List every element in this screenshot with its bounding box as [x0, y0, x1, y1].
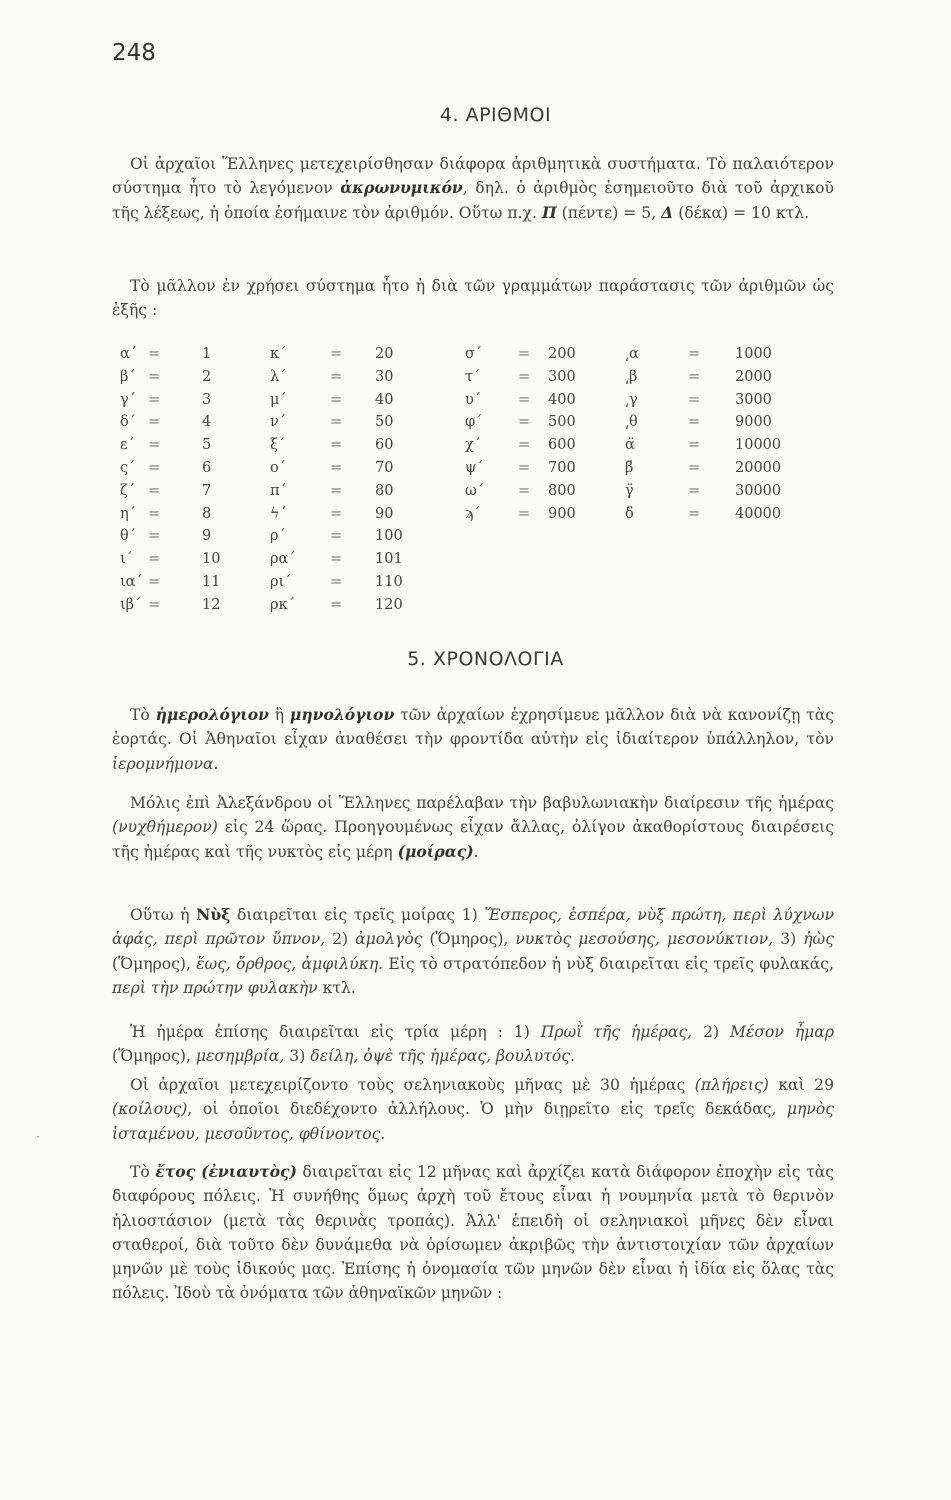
numeral-value: 7 — [202, 482, 212, 499]
greek-numeral: α̈ — [625, 437, 635, 454]
equals-sign: = — [688, 346, 701, 362]
numeral-value: 6 — [202, 460, 212, 476]
greek-numeral: φ´ — [465, 414, 483, 431]
equals-sign: = — [330, 574, 343, 590]
equals-sign: = — [148, 574, 161, 590]
emphasis-term: ἠὼς — [803, 930, 834, 949]
greek-numeral: σ´ — [465, 346, 483, 362]
greek-numeral: α´ — [120, 346, 138, 362]
emphasis-term: μηνὸς ἱσταμένου, μεσοῦντος, φθίνοντος. — [112, 1100, 834, 1143]
emphasis-term: Πρωῒ τῆς ἡμέρας, — [540, 1023, 693, 1041]
greek-numeral: ϟ´ — [270, 505, 287, 522]
emphasis-term: ἱερομνήμονα — [112, 754, 214, 773]
numeral-value: 90 — [375, 505, 394, 522]
numeral-value: 40000 — [735, 505, 782, 522]
text-span: 2) — [325, 930, 356, 949]
text-span: (Ὅμηρος), — [422, 930, 516, 949]
numeral-value: 3000 — [735, 391, 772, 408]
equals-sign: = — [688, 368, 701, 385]
equals-sign: = — [330, 391, 343, 408]
paragraph-numbers-intro — [112, 152, 834, 225]
equals-sign: = — [148, 391, 161, 408]
greek-numeral: ρι´ — [270, 574, 292, 590]
numeral-value: 1000 — [735, 346, 772, 362]
text-span: Οἱ ἀρχαῖοι Ἕλληνες μετεχειρίσθησαν διάφορα ἀριθμητικὰ συστήματα. Τὸ παλαιότερον σύστημα ἦτο τὸ λεγόμενον — [112, 155, 834, 198]
text-span: καὶ 29 — [768, 1076, 834, 1094]
section-title-chronology: 5. ΧΡΟΝΟΛΟΓΙΑ — [407, 648, 564, 670]
numeral-value: 20 — [375, 346, 394, 362]
equals-sign: = — [688, 391, 701, 408]
greek-numeral: ρα´ — [270, 551, 296, 568]
equals-sign: = — [148, 482, 161, 499]
numeral-value: 110 — [375, 574, 403, 590]
numeral-value: 9 — [202, 528, 212, 545]
emphasis-term: (νυχθήμερον) — [112, 818, 218, 837]
equals-sign: = — [330, 346, 343, 362]
text-span: (Ὅμηρος), — [112, 954, 197, 973]
text-span: . — [213, 754, 219, 773]
text-span: , οἱ ὁποῖοι διεδέχοντο ἀλλήλους. Ὁ μὴν διῃρεῖτο εἰς τρεῖς δεκάδας, — [187, 1100, 787, 1119]
greek-numeral: δ´ — [120, 414, 136, 431]
numeral-value: 2 — [202, 368, 212, 385]
equals-sign: = — [148, 437, 161, 454]
greek-numeral: β´ — [120, 368, 136, 385]
emphasis-term: Π — [541, 202, 557, 222]
equals-sign: = — [518, 414, 531, 431]
emphasis-term: νυκτὸς μεσούσης, μεσονύκτιον, — [515, 930, 774, 949]
emphasis-term: ἔτος (ἐνιαυτὸς) — [155, 1162, 297, 1181]
numeral-value: 100 — [375, 528, 403, 545]
emphasis-term: (μοίρας) — [397, 841, 474, 861]
text-span: Μόλις ἐπὶ Ἀλεξάνδρου οἱ Ἕλληνες παρέλαβαν τὴν βαβυλωνιακὴν διαίρεσιν τῆς ἡμέρας — [130, 794, 834, 812]
numeral-value: 800 — [548, 482, 576, 499]
numeral-value: 3 — [202, 391, 212, 408]
equals-sign: = — [330, 596, 343, 613]
text-span: τῶν ἀρχαίων ἐχρησίμευε μᾶλλον διὰ νὰ κανονίζῃ τὰς ἑορτάς. Οἱ Ἀθηναῖοι εἶχαν ἀναθέσει τὴν φροντίδα αὐτὴν εἰς ἰδιαίτερον ὑπάλληλον, τὸν — [112, 706, 834, 749]
greek-numeral: γ̈ — [625, 482, 634, 499]
greek-numeral: ι´ — [120, 551, 133, 568]
greek-numeral: μ´ — [270, 391, 287, 408]
equals-sign: = — [148, 528, 161, 545]
paragraph-year — [112, 1160, 834, 1306]
numeral-value: 300 — [548, 368, 576, 385]
equals-sign: = — [688, 482, 701, 499]
numeral-value: 1 — [202, 346, 212, 362]
emphasis-term: ἡμερολόγιον — [155, 705, 269, 724]
numeral-value: 20000 — [735, 460, 782, 476]
numeral-value: 900 — [548, 505, 576, 522]
numeral-value: 50 — [375, 414, 394, 431]
numeral-value: 200 — [548, 346, 576, 362]
greek-numeral: ια´ — [120, 574, 143, 590]
numeral-value: 30000 — [735, 482, 782, 499]
equals-sign: = — [330, 505, 343, 522]
margin-mark: · — [36, 1130, 40, 1144]
numeral-value: 101 — [375, 551, 403, 568]
equals-sign: = — [148, 368, 161, 385]
equals-sign: = — [330, 551, 343, 568]
numeral-value: 60 — [375, 437, 394, 454]
emphasis-term: ἕως, ὄρθρος, ἀμφιλύκη. — [196, 954, 384, 973]
equals-sign: = — [518, 505, 531, 522]
equals-sign: = — [518, 482, 531, 499]
text-span: Τὸ — [130, 706, 156, 724]
emphasis-term: περὶ τὴν πρώτην φυλακὴν — [112, 978, 318, 997]
numeral-value: 12 — [202, 596, 221, 613]
numeral-table — [0, 346, 951, 626]
text-span: διαιρεῖται εἰς τρεῖς μοίρας 1) — [230, 906, 485, 924]
text-span: διαιρεῖται εἰς 12 μῆνας καὶ ἀρχίζει κατὰ διάφορον ἐποχὴν εἰς τὰς διαφόρους πόλεις. Ἡ συνήθης ὅμως ἀρχὴ τοῦ ἔτους εἶναι ἡ νουμηνία μετὰ τὸ θερινὸν ἡλιοστάσιον (μετὰ τὰς θερινὰς τροπάς). Ἀλλ' ἐπειδὴ οἱ σεληνιακοὶ μῆνες δὲν εἶναι σταθεροί, διὰ τοῦτο δὲν δυνάμεθα νὰ ὁρίσωμεν ἀκριβῶς τὴν ἀντιστοιχίαν τῶν ἀρχαίων μηνῶν μὲ τοὺς ἰδικούς μας. Ἐπίσης ἡ ὀνομασία τῶν μηνῶν δὲν εἶναι ἡ ἰδία εἰς ὅλας τὰς πόλεις. Ἰδοὺ τὰ ὀνόματα τῶν ἀθηναϊκῶν μηνῶν : — [112, 1163, 834, 1303]
numeral-value: 4 — [202, 414, 212, 431]
equals-sign: = — [330, 368, 343, 385]
equals-sign: = — [148, 596, 161, 613]
equals-sign: = — [688, 414, 701, 431]
page-number: 248 — [112, 40, 156, 66]
greek-numeral: β̈ — [625, 460, 634, 476]
text-span: ἢ — [268, 706, 290, 724]
greek-numeral: υ´ — [465, 391, 482, 408]
text-span: 2) — [692, 1023, 731, 1041]
text-span: , δηλ. ὁ ἀριθμὸς ἐσημειοῦτο διὰ τοῦ ἀρχικοῦ τῆς λέξεως, ἡ ὁποία ἐσήμαινε τὸν ἀριθμόν. Οὕτω π.χ. — [112, 179, 834, 222]
paragraph-numbers-system: Τὸ μᾶλλον ἐν χρήσει σύστημα ἦτο ἡ διὰ τῶν γραμμάτων παράστασις τῶν ἀριθμῶν ὡς ἑξῆς : — [112, 277, 834, 320]
equals-sign: = — [518, 368, 531, 385]
text-span: Οὕτω ἡ — [130, 906, 197, 924]
numeral-value: 9000 — [735, 414, 772, 431]
equals-sign: = — [330, 437, 343, 454]
numeral-value: 700 — [548, 460, 576, 476]
text-span: κτλ. — [317, 978, 356, 997]
emphasis-term: δείλη, ὀψὲ τῆς ἡμέρας, βουλυτός. — [310, 1047, 575, 1066]
numeral-value: 80 — [375, 482, 394, 499]
greek-numeral: ϡ´ — [465, 505, 481, 522]
paragraph-night-division — [112, 903, 834, 1000]
numeral-value: 10000 — [735, 437, 782, 454]
equals-sign: = — [330, 482, 343, 499]
equals-sign: = — [688, 437, 701, 454]
equals-sign: = — [688, 505, 701, 522]
greek-numeral: ιβ´ — [120, 596, 142, 613]
text-span: 3) — [284, 1047, 311, 1066]
equals-sign: = — [518, 460, 531, 476]
section-title-numbers: 4. ΑΡΙΘΜΟΙ — [439, 104, 552, 126]
emphasis-term: Δ — [661, 202, 674, 222]
greek-numeral: ε´ — [120, 437, 135, 454]
emphasis-term: Ἕσπερος, ἑσπέρα, νὺξ πρώτη, περὶ λύχνων ἁφάς, περὶ πρῶτον ὕπνον, — [112, 906, 834, 949]
greek-numeral: ς´ — [120, 460, 136, 476]
numeral-value: 30 — [375, 368, 394, 385]
numeral-value: 600 — [548, 437, 576, 454]
paragraph-calendar — [112, 703, 834, 776]
greek-numeral: θ´ — [120, 528, 136, 545]
numeral-value: 120 — [375, 596, 403, 613]
emphasis-term: Νὺξ — [196, 905, 231, 924]
greek-numeral: ͵β — [625, 368, 638, 385]
greek-numeral: ρκ´ — [270, 596, 295, 613]
greek-numeral: π´ — [270, 482, 287, 499]
text-span: εἰς 24 ὥρας. Προηγουμένως εἶχαν ἄλλας, ὀλίγον ἀκαθορίστους διαιρέσεις τῆς ἡμέρας καὶ τῆς νυκτὸς εἰς μέρη — [112, 818, 834, 861]
greek-numeral: κ´ — [270, 346, 287, 362]
greek-numeral: ω´ — [465, 482, 485, 499]
text-span: (πέντε) = 5, — [556, 203, 662, 222]
numeral-value: 5 — [202, 437, 212, 454]
emphasis-term: μεσημβρία, — [195, 1047, 285, 1066]
emphasis-term: Μέσον ἦμαρ — [730, 1023, 834, 1041]
numeral-value: 40 — [375, 391, 394, 408]
text-span: Ἡ ἡμέρα ἐπίσης διαιρεῖται εἰς τρία μέρη : 1) — [130, 1023, 541, 1041]
equals-sign: = — [518, 391, 531, 408]
equals-sign: = — [518, 346, 531, 362]
text-span: Τὸ — [130, 1163, 156, 1181]
equals-sign: = — [148, 346, 161, 362]
greek-numeral: τ´ — [465, 368, 481, 385]
numeral-value: 10 — [202, 551, 221, 568]
greek-numeral: δ̈ — [625, 505, 634, 522]
numeral-value: 500 — [548, 414, 576, 431]
equals-sign: = — [148, 551, 161, 568]
numeral-value: 70 — [375, 460, 394, 476]
text-span: (δέκα) = 10 κτλ. — [673, 203, 810, 222]
equals-sign: = — [688, 460, 701, 476]
numeral-value: 11 — [202, 574, 221, 590]
greek-numeral: ο´ — [270, 460, 286, 476]
greek-numeral: ζ´ — [120, 482, 136, 499]
emphasis-term: (πλήρεις) — [694, 1076, 769, 1094]
emphasis-term: μηνολόγιον — [289, 705, 395, 724]
numeral-value: 2000 — [735, 368, 772, 385]
greek-numeral: ͵γ — [625, 391, 638, 408]
greek-numeral: η´ — [120, 505, 136, 522]
equals-sign: = — [330, 460, 343, 476]
text-span: . — [473, 842, 479, 861]
greek-numeral: γ´ — [120, 391, 136, 408]
numeral-value: 400 — [548, 391, 576, 408]
equals-sign: = — [148, 414, 161, 431]
equals-sign: = — [518, 437, 531, 454]
greek-numeral: ρ´ — [270, 528, 286, 545]
emphasis-term: ἀκρωνυμικόν — [340, 178, 463, 198]
greek-numeral: ν´ — [270, 414, 287, 431]
text-span: Εἰς τὸ στρατόπεδον ἡ νὺξ διαιρεῖται εἰς τρεῖς φυλακάς, — [383, 954, 834, 973]
paragraph-months — [112, 1073, 834, 1146]
greek-numeral: ψ´ — [465, 460, 484, 476]
greek-numeral: ͵α — [625, 346, 639, 362]
text-span: (Ὅμηρος), — [112, 1047, 196, 1066]
equals-sign: = — [148, 505, 161, 522]
greek-numeral: χ´ — [465, 437, 482, 454]
text-span: 3) — [773, 930, 804, 949]
equals-sign: = — [148, 460, 161, 476]
greek-numeral: λ´ — [270, 368, 287, 385]
paragraph-day-parts — [112, 1020, 834, 1069]
greek-numeral: ͵θ — [625, 414, 638, 431]
emphasis-term: ἀμολγὸς — [355, 930, 423, 949]
paragraph-day-division — [112, 791, 834, 864]
equals-sign: = — [330, 414, 343, 431]
emphasis-term: (κοίλους) — [112, 1100, 188, 1119]
equals-sign: = — [330, 528, 343, 545]
numeral-value: 8 — [202, 505, 212, 522]
text-span: Οἱ ἀρχαῖοι μετεχειρίζοντο τοὺς σεληνιακοὺς μῆνας μὲ 30 ἡμέρας — [130, 1076, 695, 1094]
greek-numeral: ξ´ — [270, 437, 286, 454]
